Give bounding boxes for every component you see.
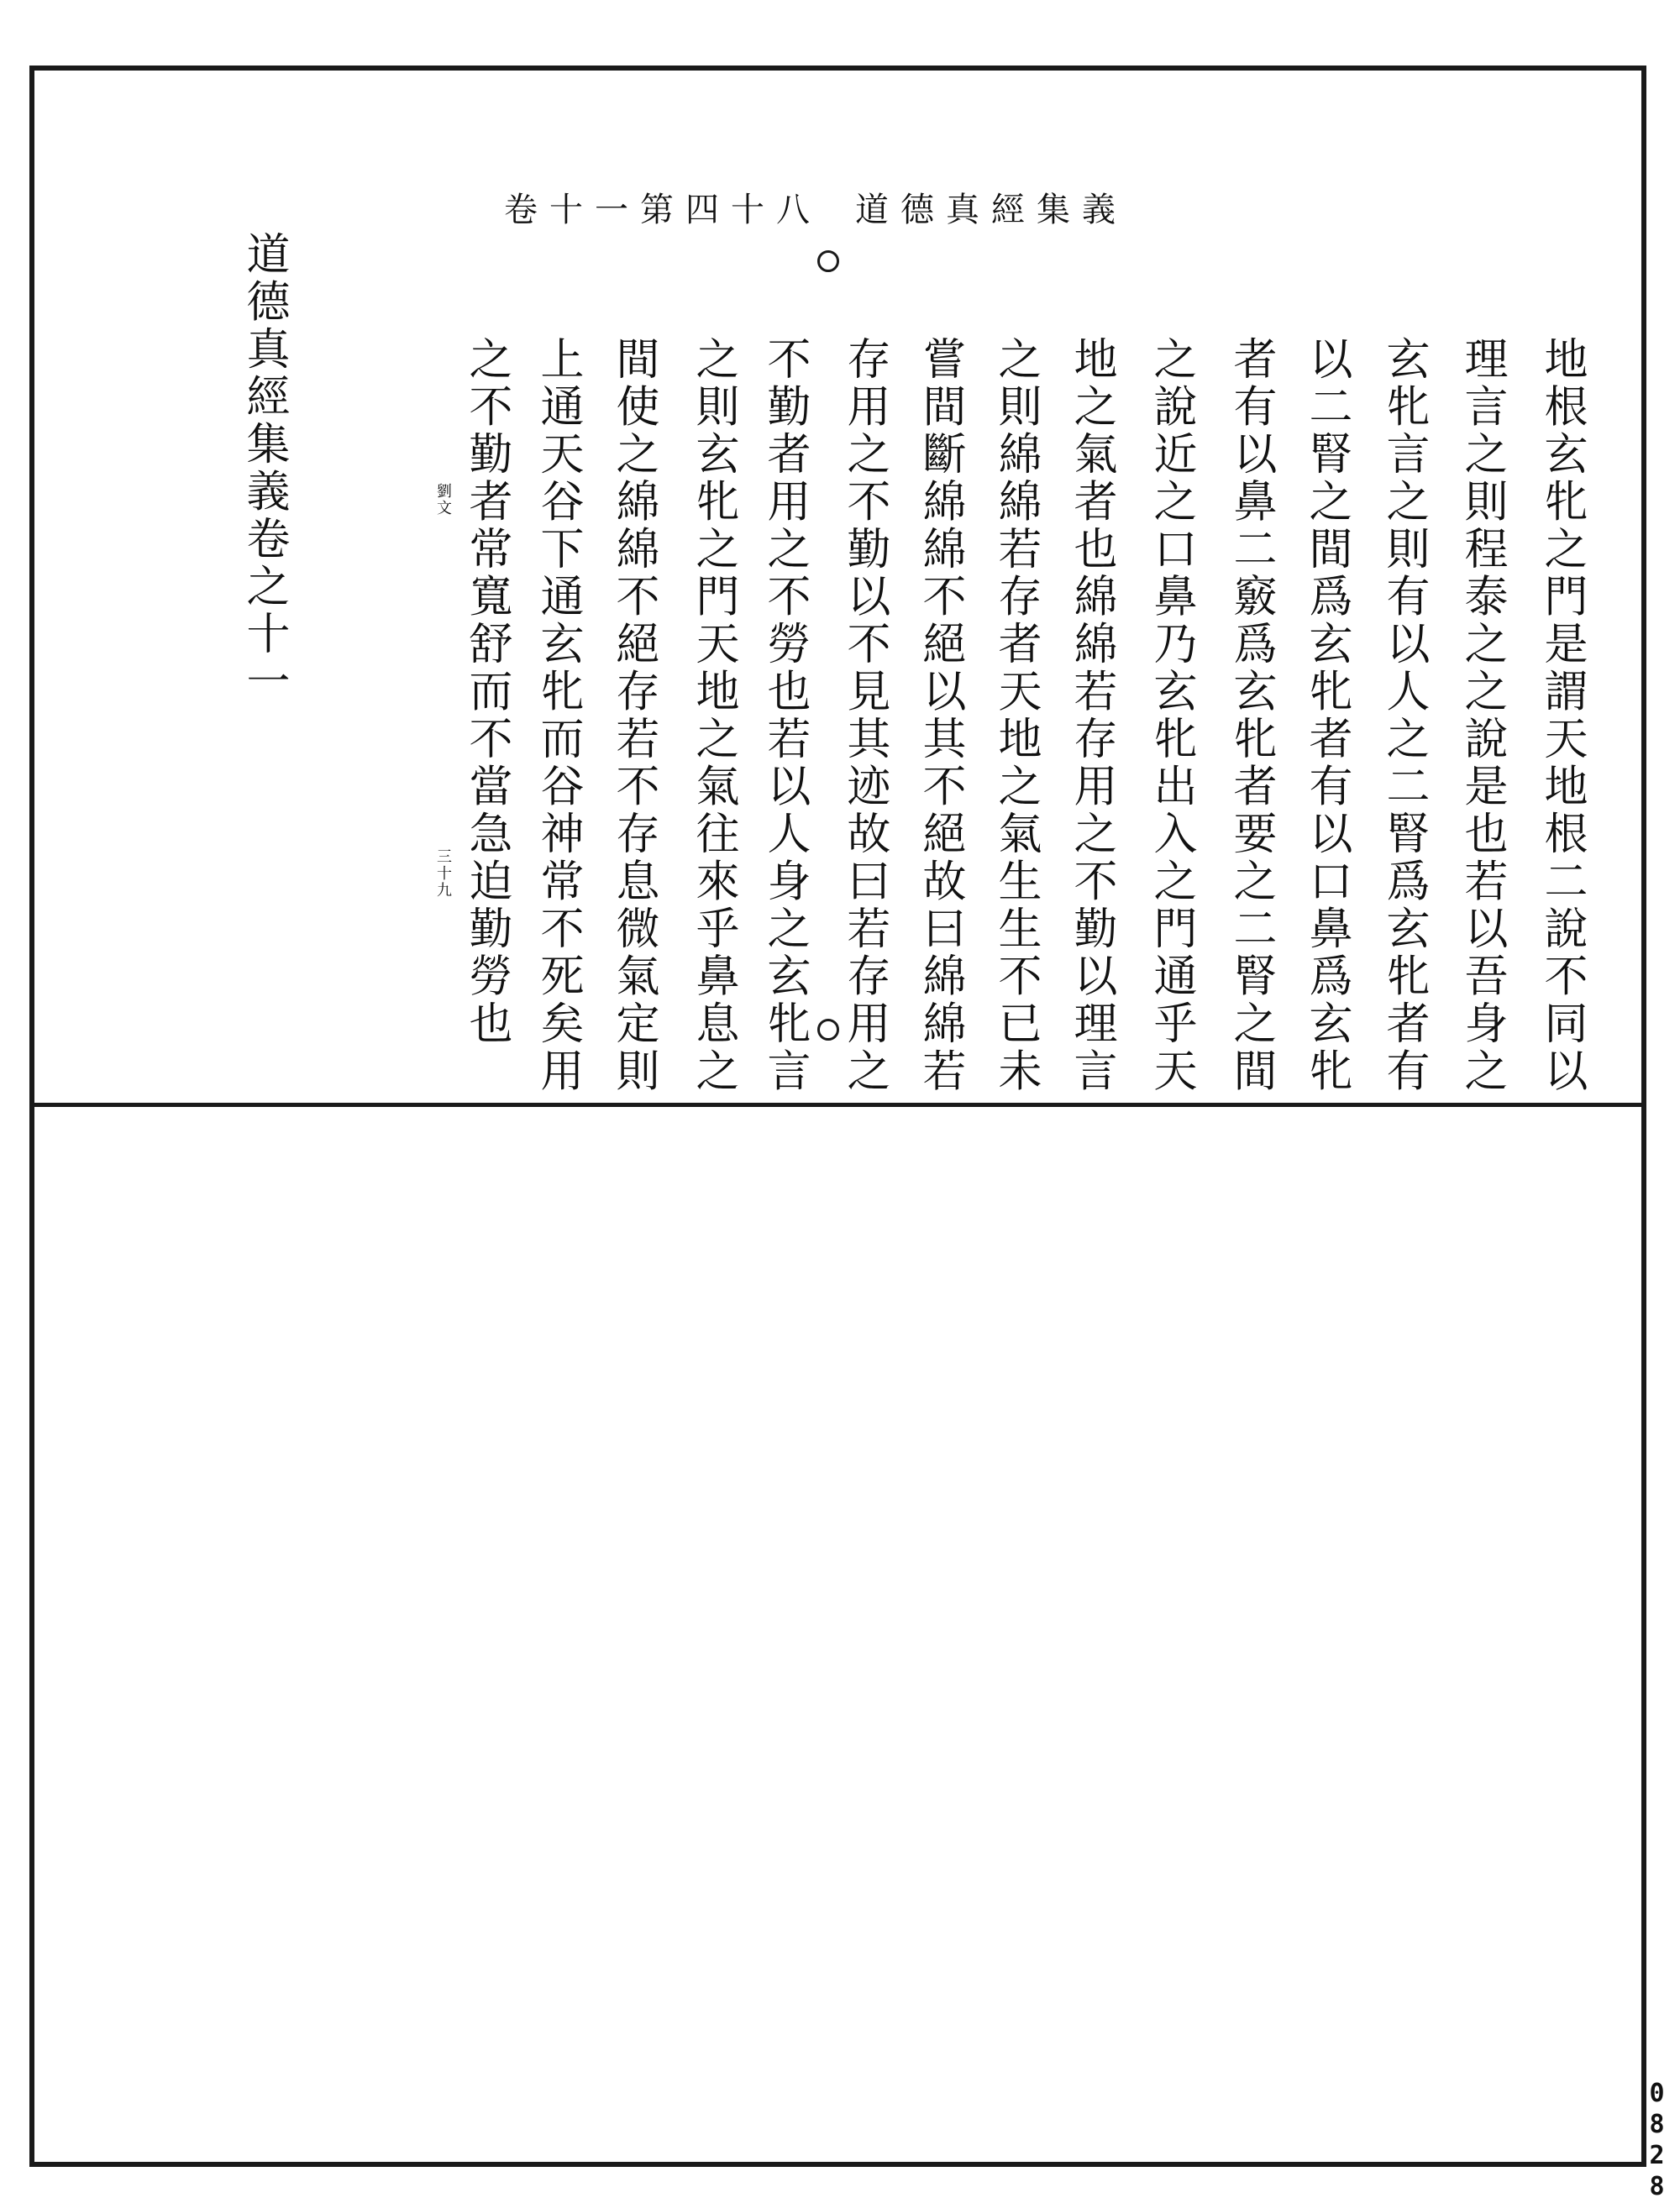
volume-title: 道德真經集義卷之十一	[239, 231, 289, 705]
small-note-b: 三十九	[434, 848, 452, 899]
header-volume-page: 卷十一第四十八	[504, 191, 822, 229]
page-number: 0828	[1642, 2079, 1672, 2203]
body-column-11: 不勤者用之不勞也若以人身之玄牝言	[759, 336, 810, 1095]
body-column-4: 以二腎之間爲玄牝者有以口鼻爲玄牝	[1301, 336, 1352, 1095]
body-column-14: 上通天谷下通玄牝而谷神常不死矣用	[533, 336, 583, 1095]
body-column-2: 理言之則程泰之之說是也若以吾身之	[1457, 336, 1507, 1095]
header-book-title: 道德真經集義	[855, 191, 1127, 229]
body-column-1: 地根玄牝之門是謂天地根二說不同以	[1536, 336, 1587, 1095]
body-column-8: 之則綿綿若存者天地之氣生生不已未	[990, 336, 1041, 1095]
body-column-15: 之不勤者常寬舒而不當急迫勤勞也	[461, 336, 512, 1048]
body-column-12: 之則玄牝之門天地之氣往來乎鼻息之	[688, 336, 738, 1095]
body-column-6: 之說近之口鼻乃玄牝出入之門通乎天	[1146, 336, 1196, 1095]
body-column-10: 存用之不勤以不見其迹故曰若存用之	[839, 336, 890, 1095]
running-header	[504, 183, 1127, 231]
body-column-9: 嘗間斷綿綿不絕以其不絕故曰綿綿若	[915, 336, 965, 1095]
small-note-a: 劉文	[434, 483, 452, 517]
circle-mark-top	[817, 250, 839, 272]
body-column-13: 間使之綿綿不絕存若不存息微氣定則	[608, 336, 659, 1095]
body-column-3: 玄牝言之則有以人之二腎爲玄牝者有	[1378, 336, 1429, 1095]
body-column-7: 地之氣者也綿綿若存用之不勤以理言	[1066, 336, 1116, 1095]
body-column-5: 者有以鼻二竅爲玄牝者要之二腎之間	[1226, 336, 1276, 1095]
